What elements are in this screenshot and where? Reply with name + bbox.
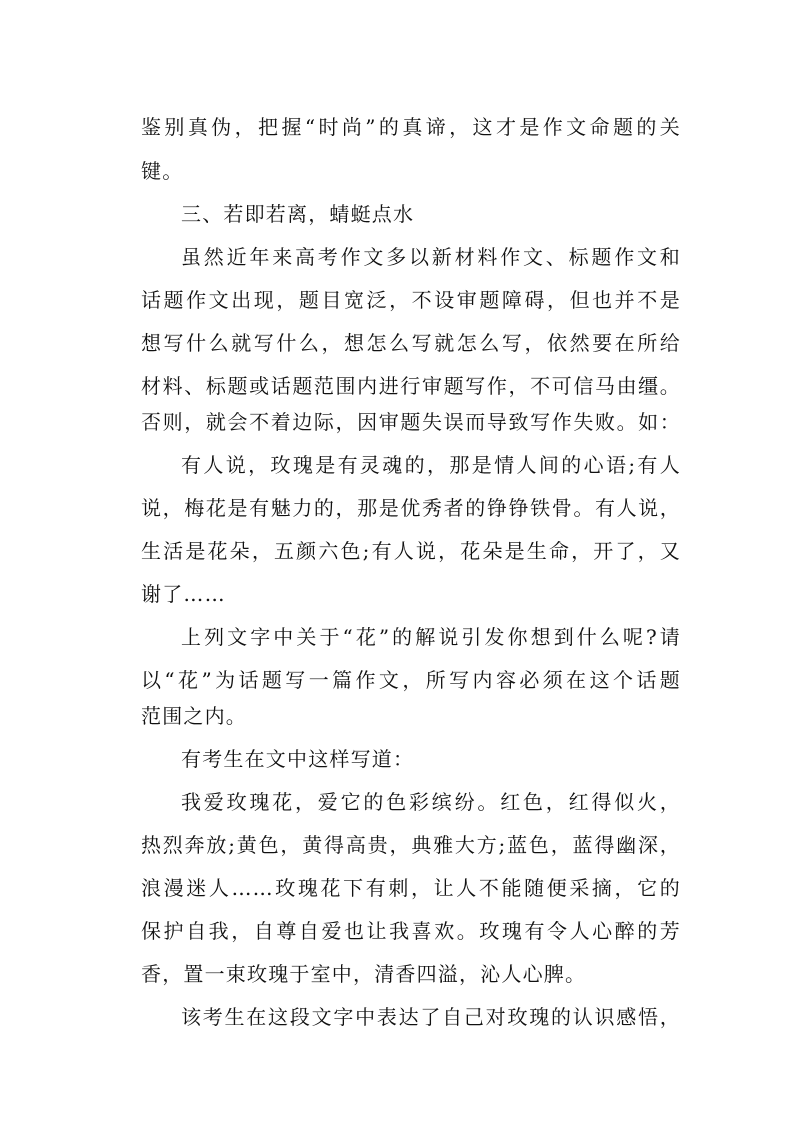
- text-line: 保护自我，自尊自爱也让我喜欢。玫瑰有令人心醉的芳: [141, 919, 681, 943]
- text-line: 上列文字中关于“花”的解说引发你想到什么呢?请: [181, 625, 681, 649]
- text-line: 说，梅花是有魅力的，那是优秀者的铮铮铁骨。有人说，: [141, 496, 681, 520]
- text-line: 生活是花朵，五颜六色;有人说，花朵是生命，开了，又: [141, 539, 681, 563]
- text-line: 热烈奔放;黄色，黄得高贵，典雅大方;蓝色，蓝得幽深，: [141, 833, 681, 857]
- text-line: 有考生在文中这样写道：: [181, 747, 415, 771]
- text-line: 否则，就会不着边际，因审题失误而导致写作失败。如：: [141, 410, 681, 434]
- text-line: 我爱玫瑰花，爱它的色彩缤纷。红色，红得似火，: [181, 790, 681, 814]
- text-line: 虽然近年来高考作文多以新材料作文、标题作文和: [181, 245, 681, 269]
- text-line: 想写什么就写什么，想怎么写就怎么写，依然要在所给: [141, 331, 681, 355]
- text-line: 材料、标题或话题范围内进行审题写作，不可信马由缰。: [141, 374, 681, 398]
- text-line: 范围之内。: [141, 704, 247, 728]
- text-line: 鉴别真伪，把握“时尚”的真谛，这才是作文命题的关: [141, 115, 681, 139]
- text-line: 谢了……: [141, 582, 226, 606]
- text-line: 有人说，玫瑰是有灵魂的，那是情人间的心语;有人: [181, 453, 681, 477]
- text-line: 以“花”为话题写一篇作文，所写内容必须在这个话题: [141, 668, 681, 692]
- text-line: 话题作文出现，题目宽泛，不设审题障碍，但也并不是: [141, 288, 681, 312]
- text-line: 浪漫迷人……玫瑰花下有刺，让人不能随便采摘，它的: [141, 876, 681, 900]
- text-line: 该考生在这段文字中表达了自己对玫瑰的认识感悟，: [181, 1005, 681, 1029]
- text-line: 香，置一束玫瑰于室中，清香四溢，沁人心脾。: [141, 962, 587, 986]
- section-heading: 三、若即若离，蜻蜓点水: [181, 202, 415, 226]
- text-line: 键。: [141, 159, 184, 183]
